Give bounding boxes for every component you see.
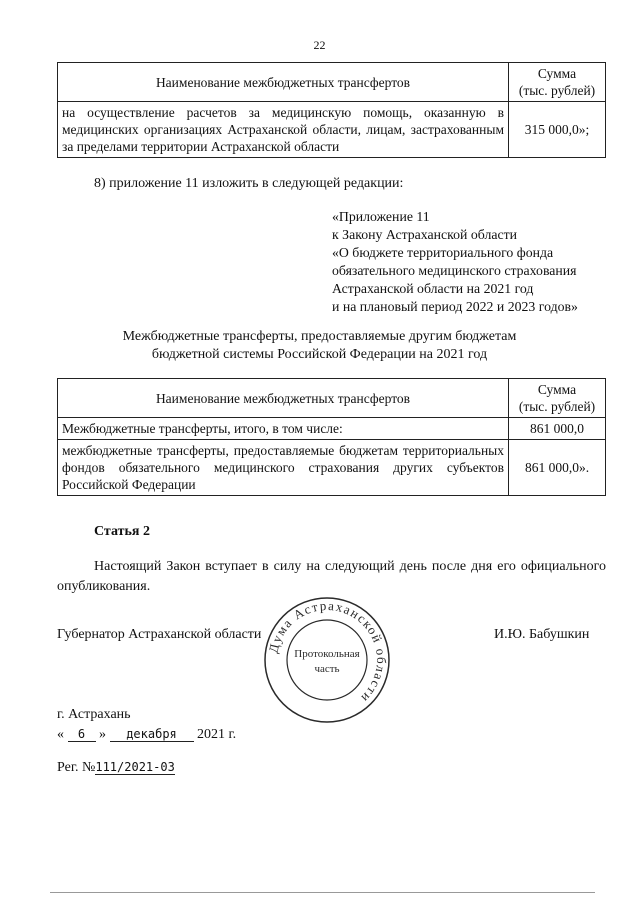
column-header-sum <box>509 379 606 418</box>
table-row <box>58 418 606 440</box>
row-description: на осуществление расчетов за медицинскую помощь, оказанную в медицинских организациях Астраханской области, лицам, застрахованным за пределами территории Астраханской области <box>58 102 509 158</box>
column-header-sum <box>509 63 606 102</box>
page-number: 22 <box>313 38 326 52</box>
sum-header-line1: Сумма <box>537 66 577 81</box>
appendix-line: обязательного медицинского страхования <box>332 263 577 278</box>
transfers-table-continued <box>57 62 606 158</box>
date-close-quote: » <box>99 727 106 742</box>
governor-title: Губернатор Астраханской области <box>57 627 262 642</box>
heading-line: бюджетной системы Российской Федерации на 2021 год <box>151 347 488 362</box>
registration-label: Рег. № <box>57 760 96 775</box>
stamp-center-line1: Протокольная <box>294 648 360 660</box>
appendix-line: к Закону Астраханской области <box>332 227 517 242</box>
article-title: Статья 2 <box>94 524 150 539</box>
row-amount: 861 000,0 <box>509 418 606 440</box>
city: г. Астрахань <box>57 707 131 722</box>
appendix-reference <box>332 208 578 316</box>
appendix-line: и на плановый период 2022 и 2023 годов» <box>332 299 578 314</box>
date-month: декабря <box>110 727 194 742</box>
table-row <box>58 102 606 158</box>
amendment-point-8: 8) приложение 11 изложить в следующей редакции: <box>94 176 404 191</box>
signing-date <box>57 727 236 743</box>
sum-header-line1: Сумма <box>537 382 577 397</box>
transfers-table <box>57 378 606 496</box>
column-header-name: Наименование межбюджетных трансфертов <box>58 379 509 418</box>
appendix-heading <box>0 328 639 364</box>
row-description: Межбюджетные трансферты, итого, в том числе: <box>58 418 509 440</box>
page-bottom-rule <box>50 892 595 893</box>
stamp-ring-text: Дума Астраханской области <box>265 597 390 707</box>
table-header-row <box>58 379 606 418</box>
stamp-inner-ring <box>287 620 367 700</box>
date-year: 2021 г. <box>197 727 237 742</box>
registration-number: 111/2021-03 <box>95 760 175 774</box>
heading-line: Межбюджетные трансферты, предоставляемые другим бюджетам <box>122 329 517 344</box>
registration <box>57 760 175 776</box>
signer-name: И.Ю. Бабушкин <box>494 627 590 642</box>
article-text: Настоящий Закон вступает в силу на следующий день после дня его официального опубликования. <box>57 559 606 594</box>
date-day: 6 <box>68 727 96 742</box>
stamp-center-line2: часть <box>314 663 340 675</box>
row-description: межбюджетные трансферты, предоставляемые бюджетам территориальных фондов обязательного медицинского страхования других субъектов Российской Федерации <box>58 440 509 496</box>
sum-header-line2: (тыс. рублей) <box>518 83 596 98</box>
row-amount: 315 000,0»; <box>509 102 606 158</box>
column-header-name: Наименование межбюджетных трансфертов <box>58 63 509 102</box>
duma-stamp <box>262 595 392 725</box>
date-open-quote: « <box>57 727 64 742</box>
sum-header-line2: (тыс. рублей) <box>518 399 596 414</box>
appendix-line: «О бюджете территориального фонда <box>332 245 554 260</box>
row-amount: 861 000,0». <box>509 440 606 496</box>
appendix-line: Астраханской области на 2021 год <box>332 281 534 296</box>
appendix-line: «Приложение 11 <box>332 209 430 224</box>
table-row <box>58 440 606 496</box>
table-header-row <box>58 63 606 102</box>
